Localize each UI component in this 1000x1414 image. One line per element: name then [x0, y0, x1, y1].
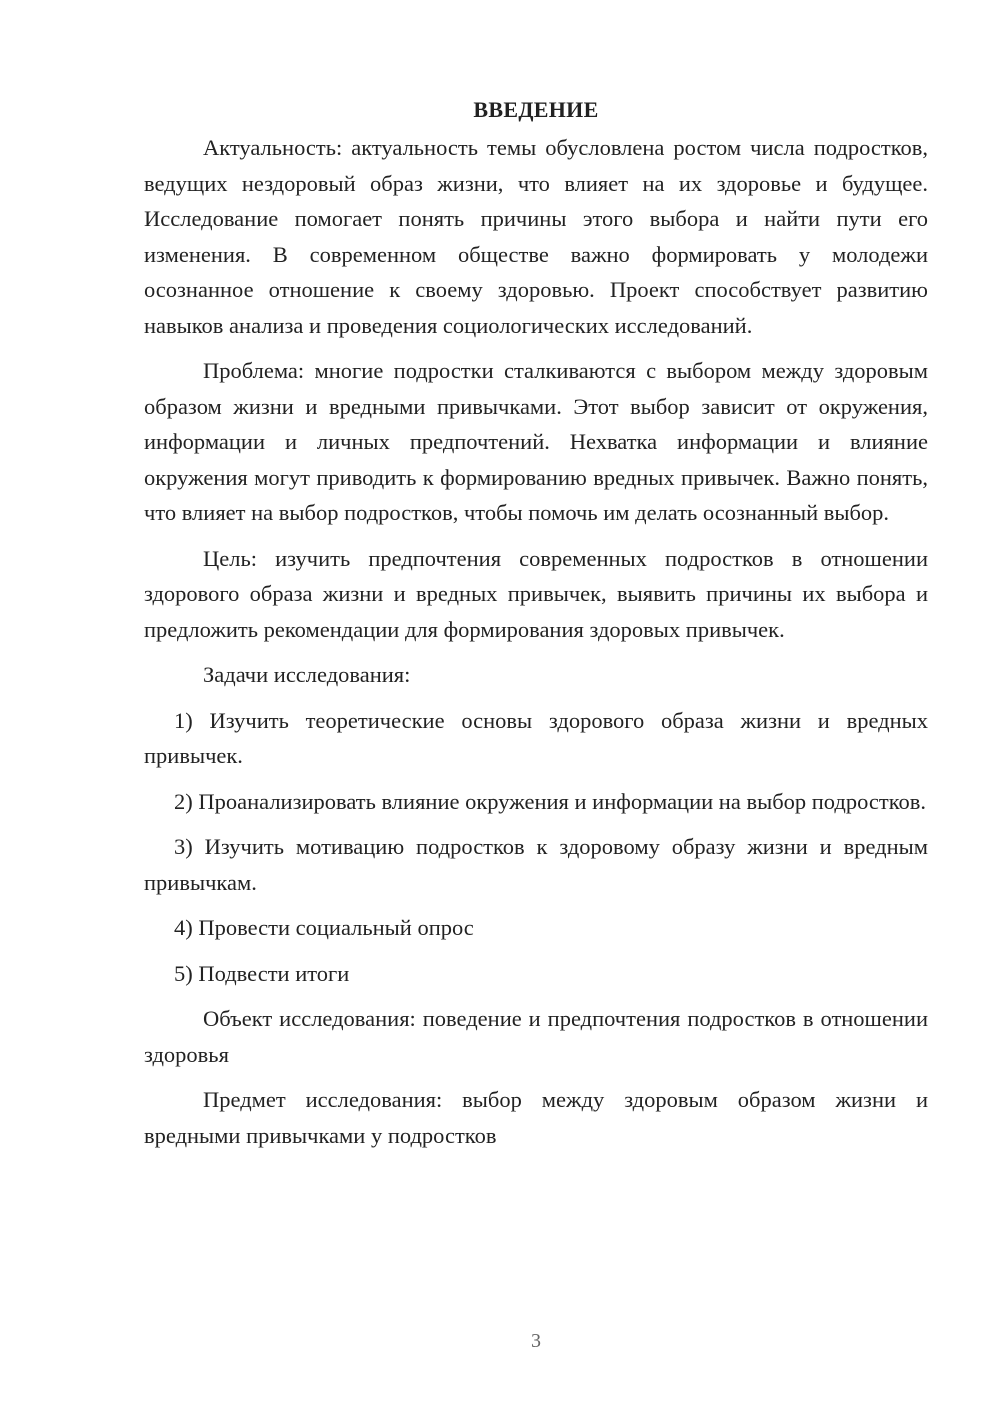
task-item-4: 4) Провести социальный опрос [174, 915, 474, 940]
subject-paragraph: Предмет исследования: выбор между здоровым образом жизни и вредными привычками у подростков [144, 1087, 928, 1148]
page-number: 3 [531, 1330, 541, 1352]
page-content [144, 92, 928, 1153]
relevance-paragraph: Актуальность: актуальность темы обусловлена ростом числа подростков, ведущих нездоровый образ жизни, что влияет на их здоровье и будущее. Исследование помогает понять причины этого выбора и найти пути его изменения. В современном обществе важно формировать у молодежи осознанное отношение к своему здоровью. Проект способствует развитию навыков анализа и проведения социологических исследований. [144, 135, 928, 338]
task-item-2: 2) Проанализировать влияние окружения и информации на выбор подростков. [174, 788, 927, 814]
task-item-5: 5) Подвести итоги [174, 960, 350, 986]
tasks-heading: Задачи исследования: [203, 662, 411, 687]
problem-paragraph: Проблема: многие подростки сталкиваются с выбором между здоровым образом жизни и вредными привычками. Этот выбор зависит от окружения, информации и личных предпочтений. Нехватка информации и влияние окружения могут приводить к формированию вредных привычек. Важно понять, что влияет на выбор подростков, чтобы помочь им делать осознанный выбор. [144, 358, 928, 525]
object-paragraph: Объект исследования: поведение и предпочтения подростков в отношении здоровья [144, 1006, 928, 1067]
page-title: ВВЕДЕНИЕ [473, 97, 599, 122]
task-item-1: 1) Изучить теоретические основы здорового образа жизни и вредных привычек. [144, 707, 928, 768]
goal-paragraph: Цель: изучить предпочтения современных подростков в отношении здорового образа жизни и вредных привычек, выявить причины их выбора и предложить рекомендации для формирования здоровых привычек. [144, 545, 928, 642]
task-item-3: 3) Изучить мотивацию подростков к здоровому образу жизни и вредным привычкам. [144, 834, 928, 895]
